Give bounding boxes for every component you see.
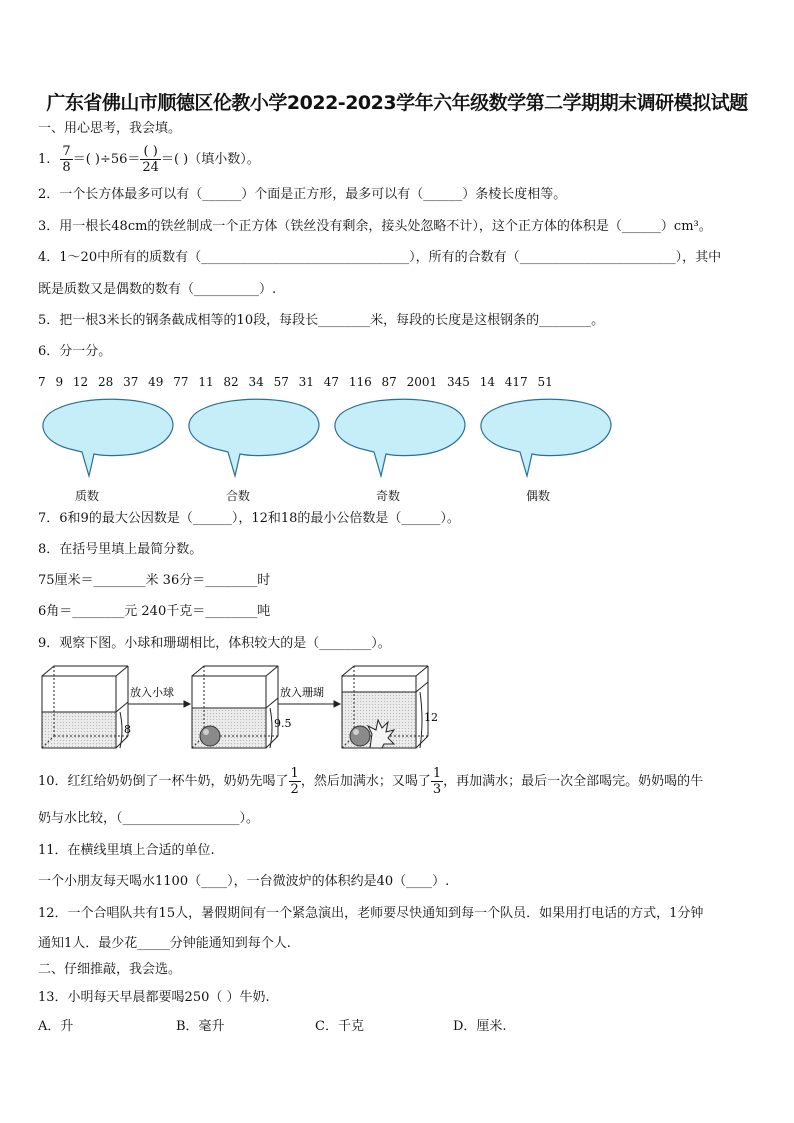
arrow-label-2: 放入珊瑚	[280, 686, 324, 699]
bubble-even	[481, 399, 611, 476]
small-ball-2	[350, 726, 370, 746]
q1-fraction-blank-24: $\frac{( )}{24}$	[142, 144, 159, 175]
question-2: 2．一个长方体最多可以有（______）个面是正方形，最多可以有（______）条棱长度相等。	[38, 187, 567, 202]
question-10-line-2: 奶与水比较，（__________________）。	[38, 811, 260, 826]
bubble-label-even: 偶数	[526, 489, 551, 503]
question-9: 9．观察下图。小球和珊瑚相比，体积较大的是（________）。	[38, 636, 391, 651]
q10-fraction-1-3: $\frac{1}{3}$	[432, 766, 442, 797]
height-label-3: 12	[424, 711, 438, 724]
question-8-row-1: 75厘米＝________米 36分＝________时	[38, 573, 271, 588]
section-heading-1: 一、用心思考，我会填。	[38, 121, 182, 136]
q13-option-b: B．毫升	[176, 1019, 225, 1034]
question-10-line-1: 10．红红给奶奶倒了一杯牛奶，奶奶先喝了 $\frac{1}{2}$ ，然后加满水；又喝了 $\frac{1}{3}$ ，再加满水；最后一次全部喝完。奶奶喝的牛	[38, 766, 704, 797]
q1-fraction-7-8: $\frac{7}{8}$	[62, 144, 71, 175]
sorting-bubbles	[34, 398, 624, 478]
arrow-1	[128, 701, 190, 707]
question-4-line-2: 既是质数又是偶数的数有（__________）.	[38, 282, 277, 297]
q13-option-c: C．千克	[315, 1019, 364, 1034]
q1-middle-text: ＝( )÷56＝	[72, 152, 141, 167]
small-ball	[200, 726, 220, 746]
question-6: 6．分一分。	[38, 344, 112, 359]
q10-fraction-1-2: $\frac{1}{2}$	[290, 766, 299, 797]
bubble-label-odd: 奇数	[376, 489, 401, 503]
question-3: 3．用一根长48cm的铁丝制成一个正方体（铁丝没有剩余，接头处忽略不计），这个正方体的体积是（______）cm³。	[38, 219, 712, 234]
section-heading-2: 二、仔细推敲，我会选。	[38, 962, 182, 977]
number-list: 7 9 12 28 37 49 77 11 82 34 57 31 47 116 87 2001 345 14 417 51	[38, 375, 553, 389]
arrow-label-1: 放入小球	[130, 686, 174, 699]
question-12-line-1: 12．一个合唱队共有15人，暑假期间有一个紧急演出，老师要尽快通知到每一个队员．如果用打电话的方式，1分钟	[38, 906, 704, 921]
question-13: 13．小明每天早晨都要喝250（ ）牛奶.	[38, 990, 270, 1005]
question-8: 8．在括号里填上最简分数。	[38, 542, 203, 557]
question-5: 5．把一根3米长的钢条截成相等的10段，每段长________米，每段的长度是这根钢条的________。	[38, 313, 605, 328]
q1-tail-text: ＝( )（填小数）。	[160, 152, 260, 167]
q13-option-d: D．厘米.	[453, 1019, 507, 1034]
question-12-line-2: 通知1人．最少花_____分钟能通知到每个人.	[38, 936, 291, 951]
question-8-row-2: 6角＝________元 240千克＝________吨	[38, 604, 271, 619]
volume-figure	[38, 664, 448, 754]
question-11: 11．在横线里填上合适的单位.	[38, 843, 215, 858]
arrow-2	[278, 701, 340, 707]
bubble-label-prime: 质数	[75, 489, 100, 503]
q1-number: 1.	[38, 152, 51, 167]
q13-option-a: A．升	[38, 1019, 74, 1034]
question-11-body: 一个小朋友每天喝水1100（____），一台微波炉的体积约是40（____）.	[38, 874, 450, 889]
page-title: 广东省佛山市顺德区伦教小学2022-2023学年六年级数学第二学期期末调研模拟试题	[46, 92, 748, 114]
question-1	[38, 140, 260, 176]
bubble-prime	[43, 399, 173, 476]
container-1	[42, 666, 128, 748]
question-4-line-1: 4．1～20中所有的质数有（________________________________），所有的合数有（________________________），其中	[38, 250, 722, 265]
bubble-odd	[335, 399, 465, 476]
height-label-1: 8	[124, 723, 131, 736]
bubble-label-composite: 合数	[226, 489, 251, 503]
bubble-composite	[189, 399, 319, 476]
height-label-2: 9.5	[274, 717, 292, 730]
question-7: 7．6和9的最大公因数是（______），12和18的最小公倍数是（______）。	[38, 511, 460, 526]
